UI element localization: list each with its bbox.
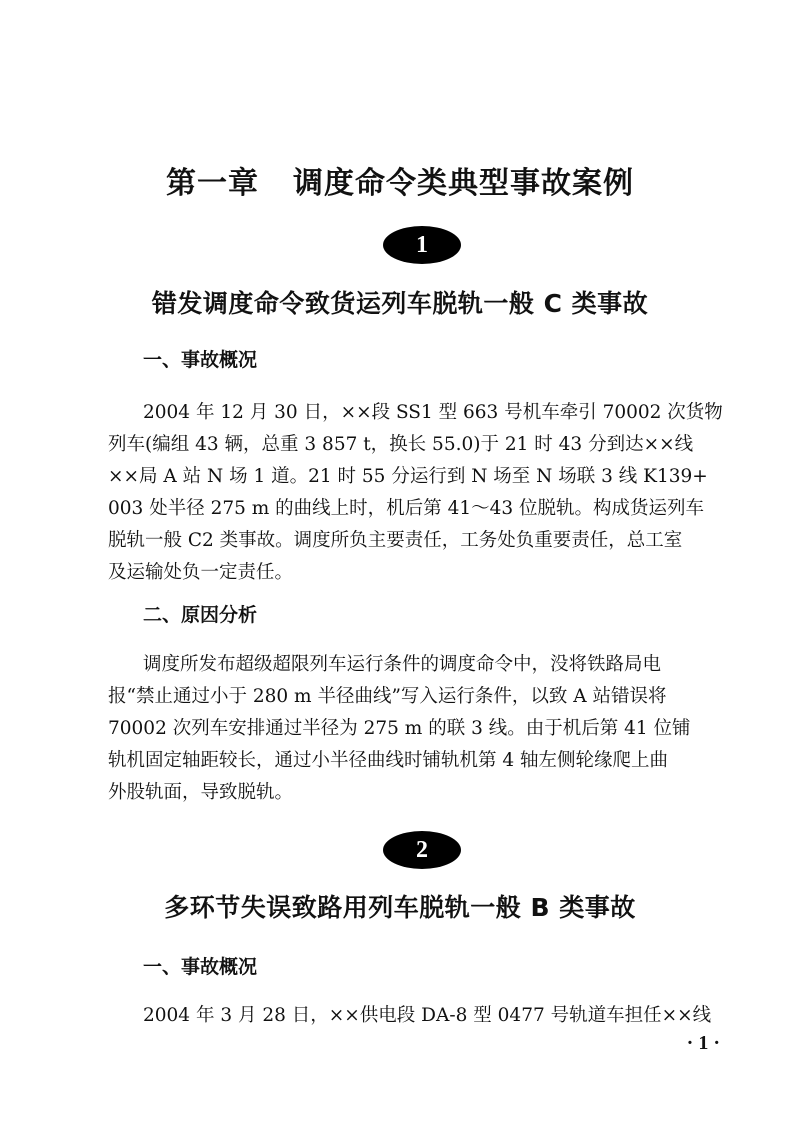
chapter-title xyxy=(0,158,800,202)
case-number-badge: 2 xyxy=(383,831,461,869)
paragraph-line: 2004 年 12 月 30 日，××段 SS1 型 663 号机车牵引 70002 次货物 xyxy=(143,402,723,423)
case-title: 多环节失误致路用列车脱轨一般 B 类事故 xyxy=(164,893,636,922)
paragraph-line: 列车(编组 43 辆，总重 3 857 t，换长 55.0)于 21 时 43 分到达××线 xyxy=(108,434,694,455)
paragraph-line: 2004 年 3 月 28 日，××供电段 DA-8 型 0477 号轨道车担任××线 xyxy=(143,1005,712,1026)
section-heading: 二、原因分析 xyxy=(143,604,258,626)
paragraph-line: 报“禁止通过小于 280 m 半径曲线”写入运行条件，以致 A 站错误将 xyxy=(108,686,667,707)
chapter-name: 调度命令类典型事故案例 xyxy=(293,166,634,201)
paragraph-line: 脱轨一般 C2 类事故。调度所负主要责任，工务处负重要责任，总工室 xyxy=(108,530,683,551)
chapter-number: 第一章 xyxy=(166,166,259,201)
paragraph-line: ××局 A 站 N 场 1 道。21 时 55 分运行到 N 场至 N 场联 3 线 K139+ xyxy=(108,466,708,487)
section-heading: 一、事故概况 xyxy=(143,956,258,978)
section-heading: 一、事故概况 xyxy=(143,349,258,371)
paragraph-line: 外股轨面，导致脱轨。 xyxy=(108,782,294,803)
paragraph-line: 调度所发布超级超限列车运行条件的调度命令中，没将铁路局电 xyxy=(143,654,662,675)
paragraph-line: 轨机固定轴距较长，通过小半径曲线时铺轨机第 4 轴左侧轮缘爬上曲 xyxy=(108,750,669,771)
paragraph-line: 70002 次列车安排通过半径为 275 m 的联 3 线。由于机后第 41 位铺 xyxy=(108,718,691,739)
paragraph-line: 003 处半径 275 m 的曲线上时，机后第 41～43 位脱轨。构成货运列车 xyxy=(108,498,705,519)
page-number: · 1 · xyxy=(686,1032,720,1054)
case-number-badge: 1 xyxy=(383,226,461,264)
paragraph-line: 及运输处负一定责任。 xyxy=(108,562,294,583)
case-title: 错发调度命令致货运列车脱轨一般 C 类事故 xyxy=(151,289,649,318)
